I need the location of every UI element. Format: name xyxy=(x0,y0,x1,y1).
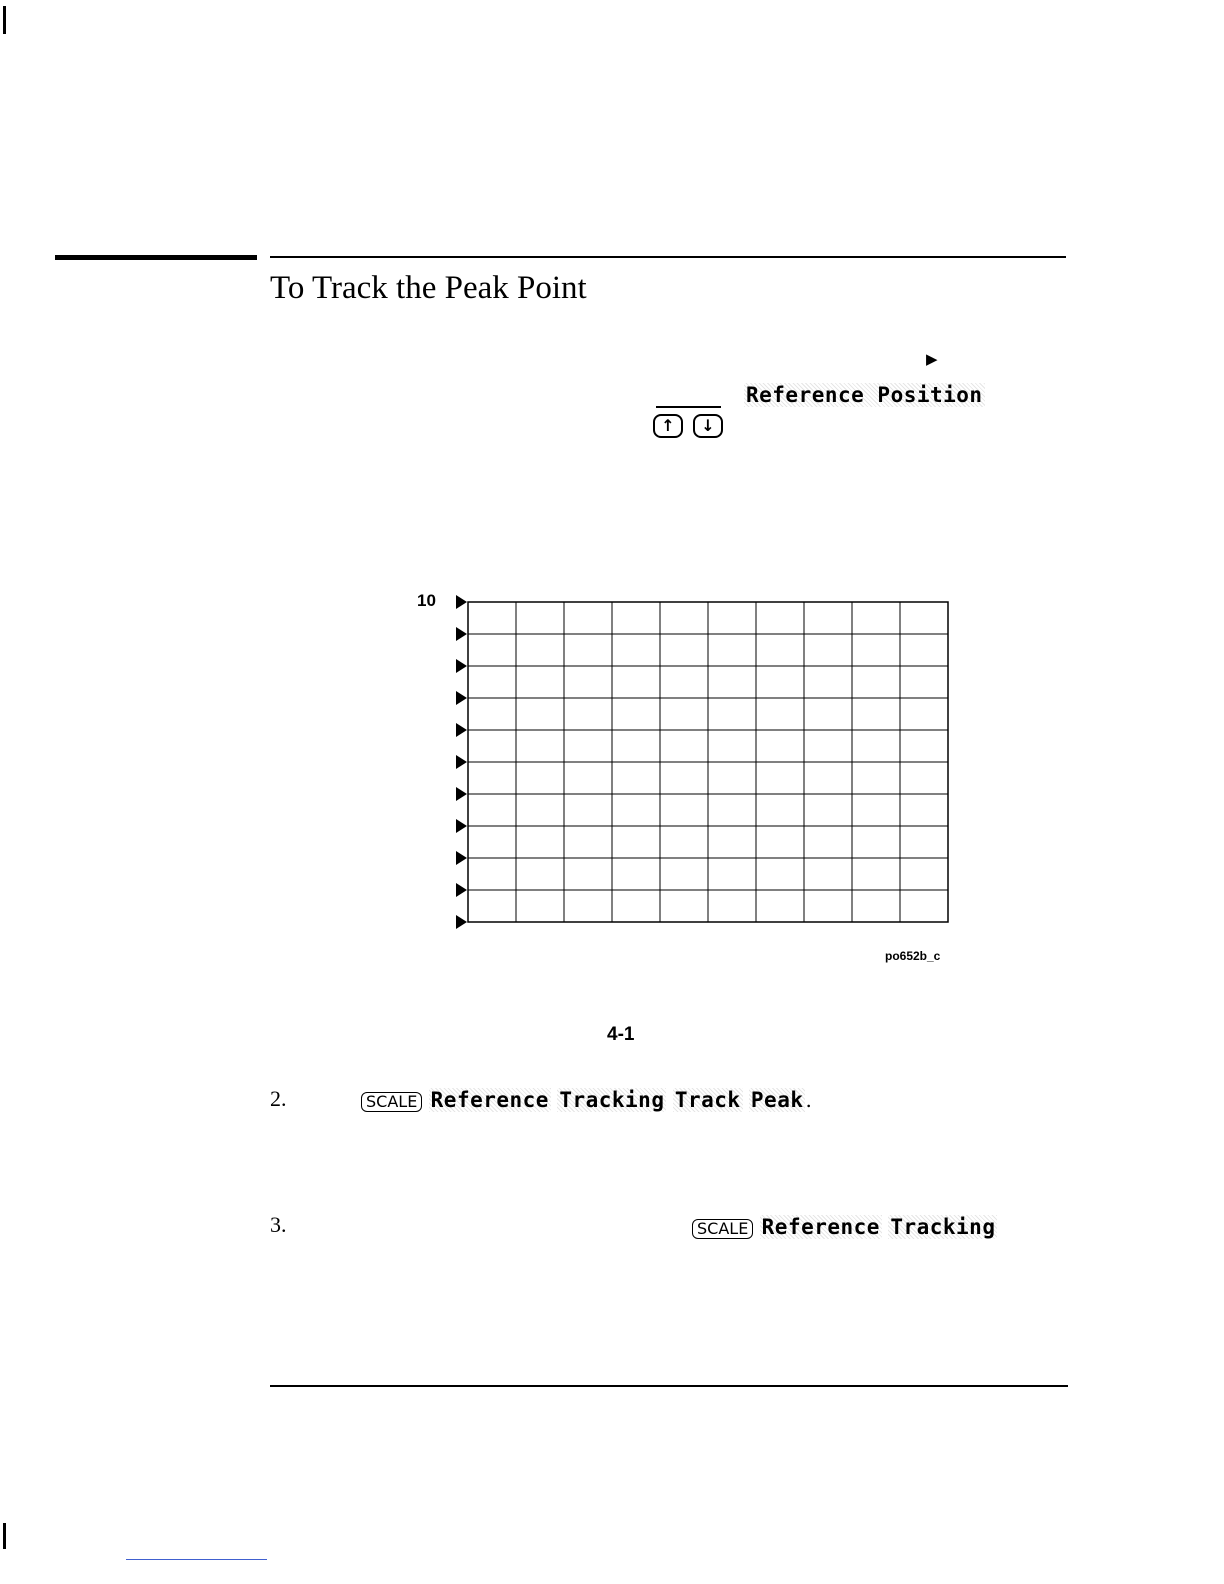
softkey-peak[interactable]: Peak xyxy=(750,1088,804,1112)
reference-marker-icon xyxy=(456,883,467,897)
page-title: To Track the Peak Point xyxy=(270,270,587,306)
reference-marker-icon xyxy=(456,691,467,705)
reference-marker-icon xyxy=(456,723,467,737)
margin-mark-top xyxy=(3,6,6,34)
softkey-reference-position[interactable]: Reference Position xyxy=(746,383,983,407)
step-3-keys xyxy=(692,1215,997,1239)
step-2-keys xyxy=(361,1088,812,1112)
step-3-number: 3. xyxy=(270,1212,287,1237)
softkey-reference[interactable]: Reference xyxy=(430,1088,549,1112)
marker-arrow-icon: ▶ xyxy=(926,350,938,368)
reference-marker-icon xyxy=(456,819,467,833)
header-rule-thick xyxy=(55,255,257,260)
reference-marker-icon xyxy=(456,627,467,641)
softkey-tracking[interactable]: Tracking xyxy=(890,1215,996,1239)
footer-rule xyxy=(270,1385,1068,1387)
figure-number: 4-1 xyxy=(607,1024,635,1045)
reference-marker-icon xyxy=(456,851,467,865)
step-2-period: . xyxy=(805,1088,812,1112)
figure-top-label: 10 xyxy=(417,591,436,610)
margin-mark-bottom xyxy=(3,1523,6,1549)
scale-hardkey[interactable]: SCALE xyxy=(361,1092,422,1112)
softkey-track[interactable]: Track xyxy=(674,1088,741,1112)
reference-marker-icon xyxy=(456,787,467,801)
reference-marker-icon xyxy=(456,595,467,609)
reference-marker-icon xyxy=(456,755,467,769)
softkey-tracking[interactable]: Tracking xyxy=(559,1088,665,1112)
step-2-number: 2. xyxy=(270,1086,287,1111)
header-rule-thin xyxy=(270,256,1066,258)
reference-position-grid xyxy=(450,590,955,935)
overline-rule xyxy=(656,406,721,408)
reference-marker-icon xyxy=(456,915,467,929)
figure-file-id: po652b_c xyxy=(885,949,941,963)
softkey-reference[interactable]: Reference xyxy=(761,1215,880,1239)
up-arrow-key-icon[interactable]: ↑ xyxy=(653,414,683,438)
footer-link-underline xyxy=(126,1559,267,1560)
down-arrow-key-icon[interactable]: ↓ xyxy=(693,414,723,438)
scale-hardkey[interactable]: SCALE xyxy=(692,1219,753,1239)
reference-marker-icon xyxy=(456,659,467,673)
